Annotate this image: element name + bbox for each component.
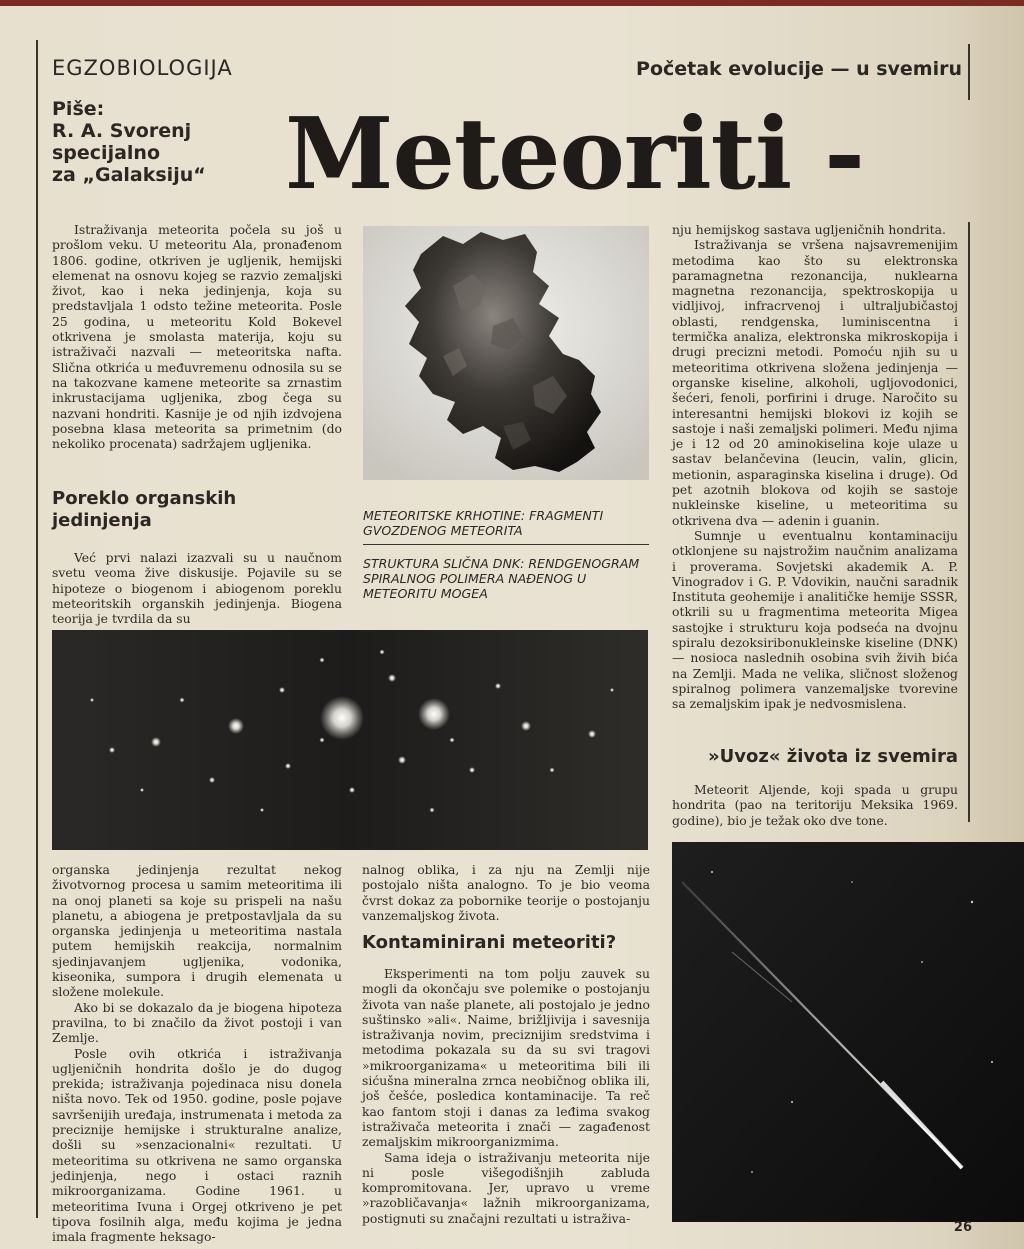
meteor-streak-image xyxy=(672,842,1024,1222)
xray-diffraction-image xyxy=(52,630,648,850)
meteor-streak-photo xyxy=(672,842,1024,1222)
top-color-band xyxy=(0,0,1024,6)
meteorite-fragment-image xyxy=(363,226,649,480)
byline-line: R. A. Svorenj xyxy=(52,120,192,142)
meteorite-fragment-photo xyxy=(363,226,649,480)
byline xyxy=(52,98,272,186)
paragraph: Istraživanja se vršena najsavremenijim metodima kao što su elektronska paramagnetna rezonancija, nuklearna magnetna rezonancija, spektroskopija u vidljivoj, infracrvenoj i ultraljubičastoj oblasti, rendgenska, luminiscentna i termička analiza, elektronska mikroskopija i drugi precizni metodi. Pomoću njih su u meteoritima otkrivena složena jedinjenja — organske kiseline, alkoholi, ugljovodonici, šećeri, fenoli, porfirini i druge. Naročito su interesantni hemijski blokovi iz kojih se sastoje i naši zemaljski polimeri. Među njima je i 12 od 20 aminokiselina koje ulaze u sastav belančevina (leucin, valin, glicin, metionin, asparaginska kiselina i druge). Od pet azotnih blokova od kojih se sastoje nukleinske kiseline, u meteoritima su otkrivena dva — adenin i guanin. xyxy=(672,237,958,528)
subheading-poreklo: Poreklo organskih jedinjenja xyxy=(52,488,237,531)
caption-fragments: METEORITSKE KRHOTINE: FRAGMENTI GVOZDENOG METEORITA xyxy=(363,508,604,538)
caption-dna-structure: STRUKTURA SLIČNA DNK: RENDGENOGRAM SPIRALNOG POLIMERA NAĐENOG U METEORITU MOGEA xyxy=(363,556,640,601)
paragraph: Posle ovih otkrića i istraživanja ugljeničnih hondrita došlo je do dugog prekida; istraživanja pojedinaca nisu donela ništa novo. Tek od 1950. godine, posle pojave savršenijih uređaja, instrumenata i metoda za preciznije hemijske i strukturalne analize, došli su »senzacionalni« rezultati. U meteoritima su otkrivena ne samo organska jedinjenja, nego i ostaci raznih mikroorganizama. Godine 1961. u meteoritima Ivuna i Orgej otkriveno je pet tipova fosilnih alga, među kojima je jedna imala fragmente heksago- xyxy=(52,1045,342,1245)
right-rule-top xyxy=(968,44,970,100)
xray-diffraction-photo xyxy=(52,630,648,850)
paragraph: Sumnje u eventualnu kontaminaciju otklonjene su najstrožim naučnim analizama i proverama. Sovjetski akademik A. P. Vinogradov i G. P. Vdovikin, naučni saradnik Instituta geohemije i analitičke hemije SSSR, otkrili su u fragmentima meteorita Migea sastojke i strukturu koja podseća na dvojnu spiralu dezoksiribonukleinske kiseline (DNK) — nosioca naslednih osobina svih živih bića na Zemlji. Mada ne velika, sličnost složenog spiralnog polimera vanzemaljske tvorevine sa zemaljskim ipak je nedvosmislena. xyxy=(672,527,958,712)
left-rule xyxy=(36,40,38,1218)
column-1-bottom xyxy=(52,862,342,1244)
paragraph: Istraživanja meteorita počela su još u prošlom veku. U meteoritu Ala, pronađenom 1806. godine, otkriven je ugljenik, hemijski elemenat na osnovu kojeg se razvio zemaljski život, kao i neka jedinjenja, koja su predstavljala 1 odsto težine meteorita. Posle 25 godina, u meteoritu Kold Bokevel otkrivena je smolasta materija, koju su istraživači nazvali — meteoritska nafta. Slična otkrića u međuvremenu odnosila su se na takozvane kamene meteorite sa zrnastim inkrustacijama ugljenika, zbog čega su nazvani hondriti. Kasnije je od njih izdvojena posebna klasa meteorita sa primetnim (do nekoliko procenata) sadržajem ugljenika. xyxy=(52,222,342,452)
paragraph: Sama ideja o istraživanju meteorita nije ni posle višegodišnjih zabluda kompromitovana. Jer, upravo u vreme »razobličavanja« lažnih mikroorganizama, postignuti su značajni rezultati u istraživa- xyxy=(362,1149,650,1226)
page-number: 26 xyxy=(953,1220,972,1235)
column-1-mid xyxy=(52,550,342,626)
subheading-kontaminirani: Kontaminirani meteoriti? xyxy=(362,932,617,953)
column-1-top xyxy=(52,222,342,451)
byline-line: Piše: xyxy=(52,98,105,120)
paragraph: Eksperimenti na tom polju zauvek su mogli da okončaju sve polemike o postojanju života van naše planete, ali postojalo je jedno suštinsko »ali«. Naime, brižljivija i savesnija istraživanja novim, preciznijim sredstvima i metodima pokazala su da su svi tragovi »mikroorganizama« u meteoritima bili ili sićušna mineralna zrnca neobičnog oblika ili, još češće, posledica kontaminacije. Ta reč kao fantom stoji i danas za leđima svakog istraživača meteorita i znači — zagađenost zemaljskim mikroorganizmima. xyxy=(362,966,650,1150)
section-label: EGZOBIOLOGIJA xyxy=(52,56,233,80)
paragraph: nalnog oblika, i za nju na Zemlji nije postojalo ništa analogno. To je bio veoma čvrst dokaz za pobornike teorije o postojanju vanzemaljskog života. xyxy=(362,862,650,923)
headline: Meteoriti - xyxy=(285,97,864,212)
byline-line: specijalno xyxy=(52,142,160,164)
column-2-bottom xyxy=(362,862,650,923)
column-3-top xyxy=(672,222,958,712)
paragraph: Ako bi se dokazalo da je biogena hipoteza pravilna, to bi značilo da život postoji i van Zemlje. xyxy=(52,999,342,1046)
column-2-bottom-2 xyxy=(362,966,650,1226)
paragraph: nju hemijskog sastava ugljeničnih hondrita. xyxy=(672,222,946,237)
right-rule xyxy=(968,222,970,822)
column-3-mid xyxy=(672,782,958,828)
caption-divider xyxy=(363,544,649,545)
subheading-uvoz: »Uvoz« života iz svemira xyxy=(708,746,958,767)
byline-line: za „Galaksiju“ xyxy=(52,164,206,186)
paragraph: Već prvi nalazi izazvali su u naučnom svetu veoma žive diskusije. Pojavile su se hipoteze o biogenom i abiogenom poreklu meteoritskih organskih jedinjenja. Biogena teorija je tvrdila da su xyxy=(52,550,342,627)
kicker-title: Početak evolucije — u svemiru xyxy=(636,58,962,80)
paragraph: Meteorit Aljende, koji spada u grupu hondrita (pao na teritoriju Meksika 1969. godine), bio je težak oko dve tone. xyxy=(672,782,958,828)
paragraph: organska jedinjenja rezultat nekog životvornog procesa u samim meteoritima ili na onoj planeti sa koje su prispeli na našu planetu, a abiogena je pretpostavljala da su organska jedinjenja u meteoritima nastala putem hemijskih reakcija, normalnim sjedinjavanjem ugljenika, vodonika, kiseonika, sumpora i drugih elemenata u složene molekule. xyxy=(52,862,342,1000)
